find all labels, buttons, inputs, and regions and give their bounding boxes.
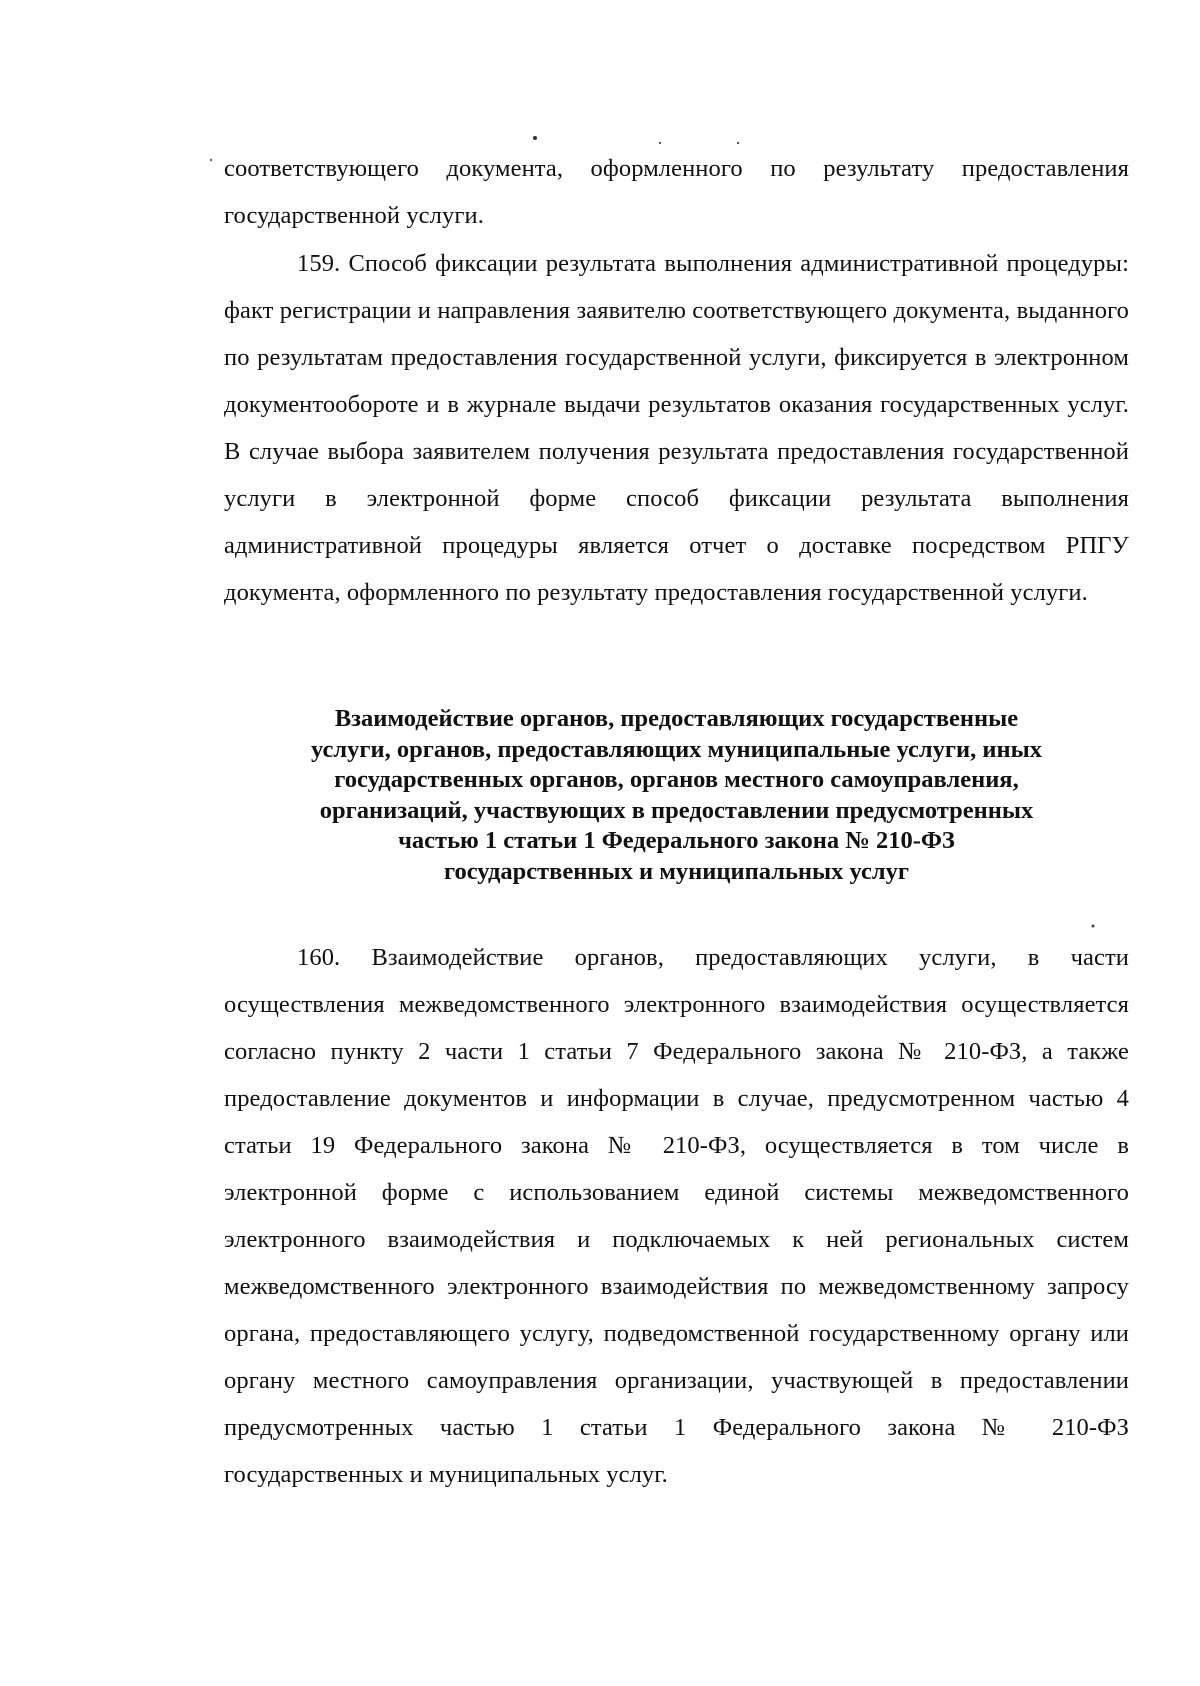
heading-line: государственных и муниципальных услуг <box>443 857 910 885</box>
paragraph-159: 159. Способ фиксации результата выполнения административной процедуры: факт регистрации и направления заявителю соответствующего документа, выданного по результатам предоставления государственной услуги, фиксируется в электронном документообороте и в журнале выдачи результатов оказания государственных услуг. В случае выбора заявителем получения результата предоставления государственной услуги в электронной форме способ фиксации результата выполнения административной процедуры является отчет о доставке посредством РПГУ документа, оформленного по результату предоставления государственной услуги. <box>224 250 1129 606</box>
section-heading <box>224 704 1129 887</box>
heading-line: организаций, участвующих в предоставлении предусмотренных <box>319 796 1034 824</box>
heading-line: государственных органов, органов местного самоуправления, <box>334 766 1019 793</box>
heading-line: частью 1 статьи 1 Федерального закона № 210-ФЗ <box>398 827 955 854</box>
heading-line: Взаимодействие органов, предоставляющих государственные <box>334 705 1019 732</box>
continuation-paragraph: соответствующего документа, оформленного по результату предоставления государственной услуги. <box>224 155 1129 229</box>
paragraph-160: 160. Взаимодействие органов, предоставляющих услуги, в части осуществления межведомственного электронного взаимодействия осуществляется согласно пункту 2 части 1 статьи 7 Федерального закона № 210-ФЗ, а также предоставление документов и информации в случае, предусмотренном частью 4 статьи 19 Федерального закона № 210-ФЗ, осуществляется в том числе в электронной форме с использованием единой системы межведомственного электронного взаимодействия и подключаемых к ней региональных систем межведомственного электронного взаимодействия по межведомственному запросу органа, предоставляющего услугу, подведомственной государственному органу или органу местного самоуправления организации, участвующей в предоставлении предусмотренных частью 1 статьи 1 Федерального закона № 210-ФЗ государственных и муниципальных услуг. <box>224 944 1129 1488</box>
heading-line: услуги, органов, предоставляющих муниципальные услуги, иных <box>311 735 1042 763</box>
